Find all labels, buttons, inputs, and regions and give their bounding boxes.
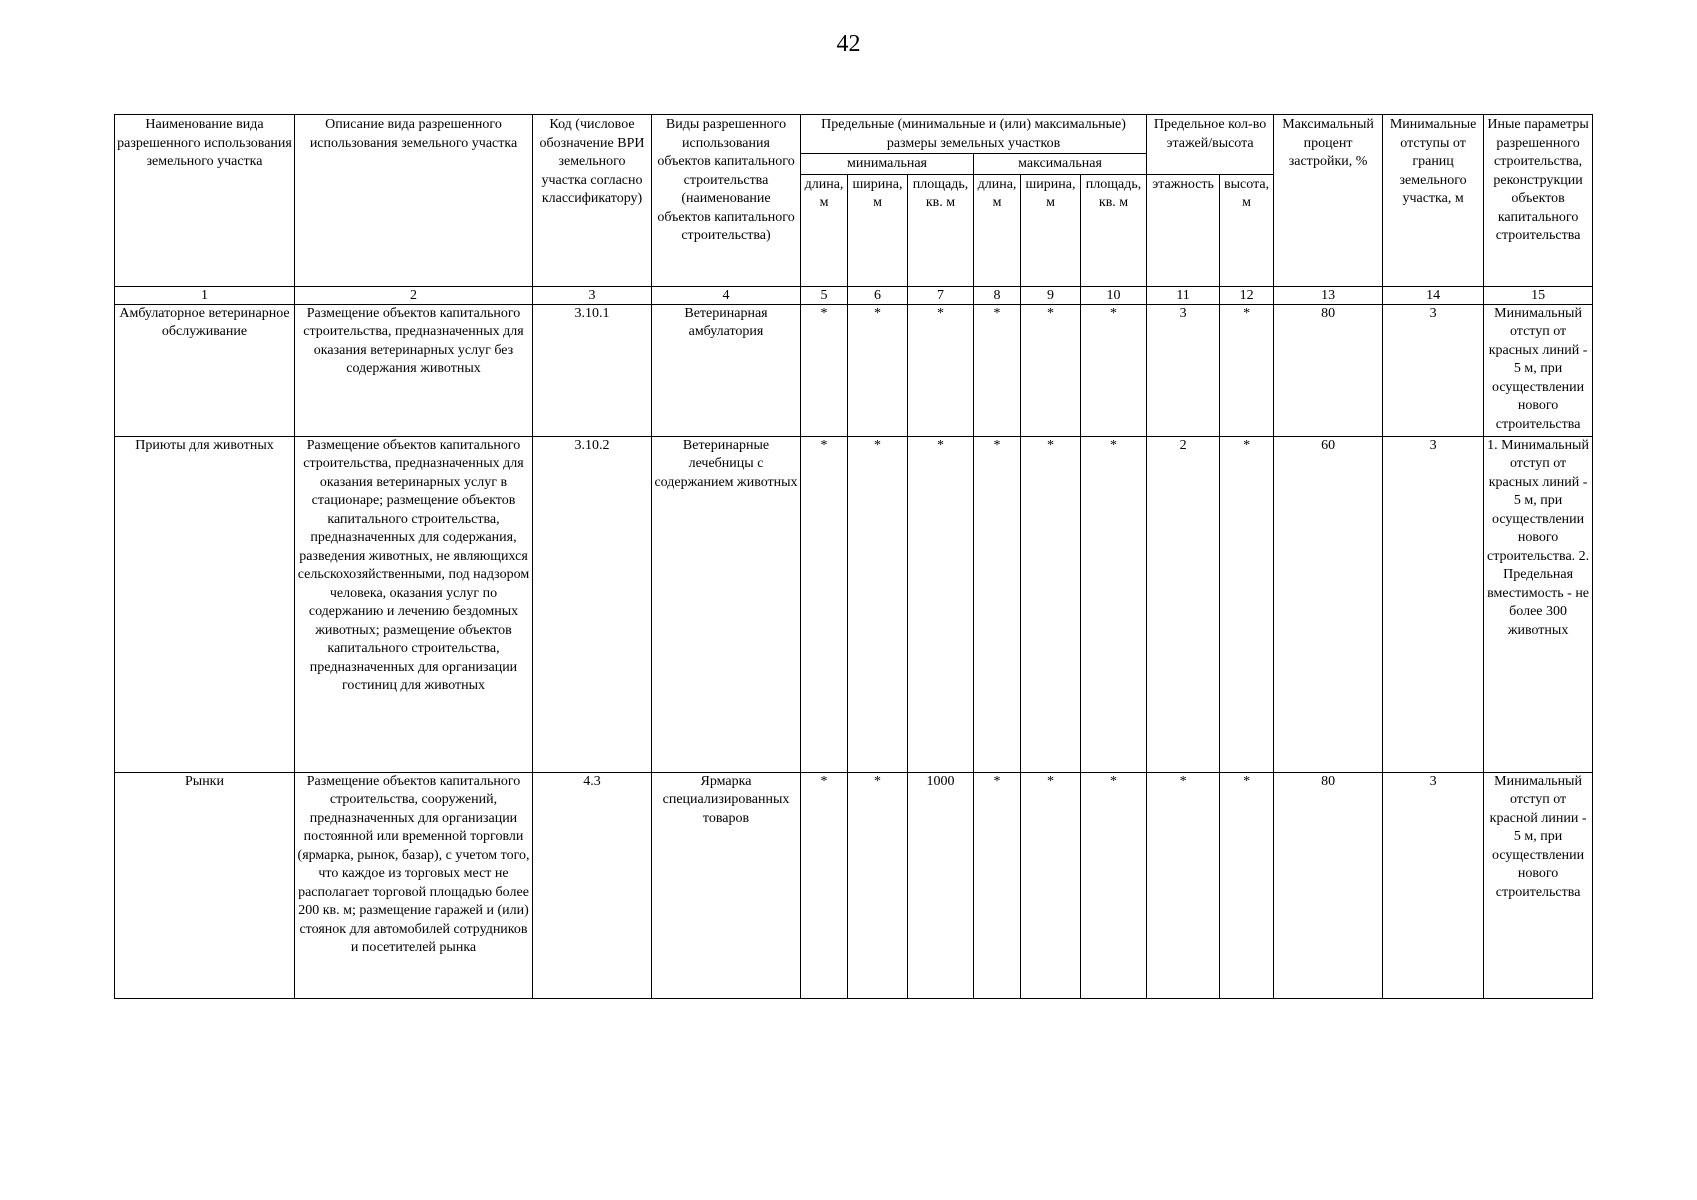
header-use-name: Наименование вида разрешенного использования земельного участка xyxy=(115,115,295,287)
header-building-uses: Виды разрешенного использования объектов капитального строительства (наименование объектов капитального строительства) xyxy=(652,115,801,287)
column-number: 10 xyxy=(1081,286,1147,304)
column-number: 14 xyxy=(1383,286,1484,304)
column-number: 15 xyxy=(1484,286,1593,304)
header-max-area: площадь, кв. м xyxy=(1081,174,1147,286)
cell-max-area: * xyxy=(1081,304,1147,436)
cell-use-name: Приюты для животных xyxy=(115,436,295,772)
cell-min-setback: 3 xyxy=(1383,436,1484,772)
cell-height: * xyxy=(1220,304,1274,436)
cell-min-area: 1000 xyxy=(908,772,974,998)
header-floors-height: Предельное кол-во этажей/высота xyxy=(1147,115,1274,175)
cell-description: Размещение объектов капитального строительства, сооружений, предназначенных для организации постоянной или временной торговли (ярмарка, рынок, базар), с учетом того, что каждое из торговых мест не располагает торговой площадью более 200 кв. м; размещение гаражей и (или) стоянок для автомобилей сотрудников и посетителей рынка xyxy=(295,772,533,998)
cell-floors: 3 xyxy=(1147,304,1220,436)
cell-max-width: * xyxy=(1021,772,1081,998)
cell-building-uses: Ветеринарные лечебницы с содержанием животных xyxy=(652,436,801,772)
cell-max-coverage: 80 xyxy=(1274,772,1383,998)
cell-max-length: * xyxy=(974,772,1021,998)
page-number: 42 xyxy=(836,31,861,57)
cell-description: Размещение объектов капитального строительства, предназначенных для оказания ветеринарных услуг в стационаре; размещение объектов капитального строительства, предназначенных для содержания, разведения животных, не являющихся сельскохозяйственными, под надзором человека, оказания услуг по содержанию и лечению бездомных животных; размещение объектов капитального строительства, предназначенных для организации гостиниц для животных xyxy=(295,436,533,772)
cell-min-width: * xyxy=(848,304,908,436)
header-min-setbacks: Минимальные отступы от границ земельного участка, м xyxy=(1383,115,1484,287)
column-number: 1 xyxy=(115,286,295,304)
table-row xyxy=(115,436,1593,772)
cell-min-width: * xyxy=(848,772,908,998)
cell-building-uses: Ярмарка специализированных товаров xyxy=(652,772,801,998)
cell-min-area: * xyxy=(908,436,974,772)
header-min-length: длина, м xyxy=(801,174,848,286)
cell-use-name: Амбулаторное ветеринарное обслуживание xyxy=(115,304,295,436)
cell-max-coverage: 60 xyxy=(1274,436,1383,772)
table-row xyxy=(115,772,1593,998)
cell-max-width: * xyxy=(1021,436,1081,772)
cell-max-width: * xyxy=(1021,304,1081,436)
cell-max-area: * xyxy=(1081,772,1147,998)
cell-min-setback: 3 xyxy=(1383,304,1484,436)
cell-max-length: * xyxy=(974,436,1021,772)
column-number: 8 xyxy=(974,286,1021,304)
cell-other-params: Минимальный отступ от красной линии - 5 м, при осуществлении нового строительства xyxy=(1484,772,1593,998)
cell-max-coverage: 80 xyxy=(1274,304,1383,436)
header-code: Код (числовое обозначение ВРИ земельного участка согласно классификатору) xyxy=(533,115,652,287)
cell-max-area: * xyxy=(1081,436,1147,772)
column-number: 4 xyxy=(652,286,801,304)
header-min-width: ширина, м xyxy=(848,174,908,286)
header-height: высота, м xyxy=(1220,174,1274,286)
cell-building-uses: Ветеринарная амбулатория xyxy=(652,304,801,436)
column-number: 11 xyxy=(1147,286,1220,304)
column-number: 13 xyxy=(1274,286,1383,304)
cell-code: 3.10.2 xyxy=(533,436,652,772)
cell-height: * xyxy=(1220,436,1274,772)
column-number: 3 xyxy=(533,286,652,304)
cell-min-length: * xyxy=(801,436,848,772)
header-max-width: ширина, м xyxy=(1021,174,1081,286)
header-minimum: минимальная xyxy=(801,154,974,175)
cell-floors: 2 xyxy=(1147,436,1220,772)
cell-min-area: * xyxy=(908,304,974,436)
header-plot-size-limits: Предельные (минимальные и (или) максимальные) размеры земельных участков xyxy=(801,115,1147,154)
table-row xyxy=(115,304,1593,436)
column-number: 7 xyxy=(908,286,974,304)
cell-max-length: * xyxy=(974,304,1021,436)
cell-min-length: * xyxy=(801,772,848,998)
cell-other-params: Минимальный отступ от красных линий - 5 м, при осуществлении нового строительства xyxy=(1484,304,1593,436)
column-number: 9 xyxy=(1021,286,1081,304)
header-floors: этажность xyxy=(1147,174,1220,286)
header-other-params: Иные параметры разрешенного строительства, реконструкции объектов капитального строительства xyxy=(1484,115,1593,287)
header-min-area: площадь, кв. м xyxy=(908,174,974,286)
column-number: 5 xyxy=(801,286,848,304)
cell-code: 4.3 xyxy=(533,772,652,998)
cell-min-width: * xyxy=(848,436,908,772)
header-max-length: длина, м xyxy=(974,174,1021,286)
column-number: 6 xyxy=(848,286,908,304)
cell-use-name: Рынки xyxy=(115,772,295,998)
cell-min-length: * xyxy=(801,304,848,436)
header-max-coverage: Максимальный процент застройки, % xyxy=(1274,115,1383,287)
header-maximum: максимальная xyxy=(974,154,1147,175)
column-number: 12 xyxy=(1220,286,1274,304)
cell-code: 3.10.1 xyxy=(533,304,652,436)
header-use-description: Описание вида разрешенного использования земельного участка xyxy=(295,115,533,287)
cell-description: Размещение объектов капитального строительства, предназначенных для оказания ветеринарных услуг без содержания животных xyxy=(295,304,533,436)
column-number: 2 xyxy=(295,286,533,304)
cell-min-setback: 3 xyxy=(1383,772,1484,998)
cell-floors: * xyxy=(1147,772,1220,998)
cell-other-params: 1. Минимальный отступ от красных линий - 5 м, при осуществлении нового строительства. 2. Предельная вместимость - не более 300 животных xyxy=(1484,436,1593,772)
land-use-table xyxy=(114,114,1593,999)
cell-height: * xyxy=(1220,772,1274,998)
